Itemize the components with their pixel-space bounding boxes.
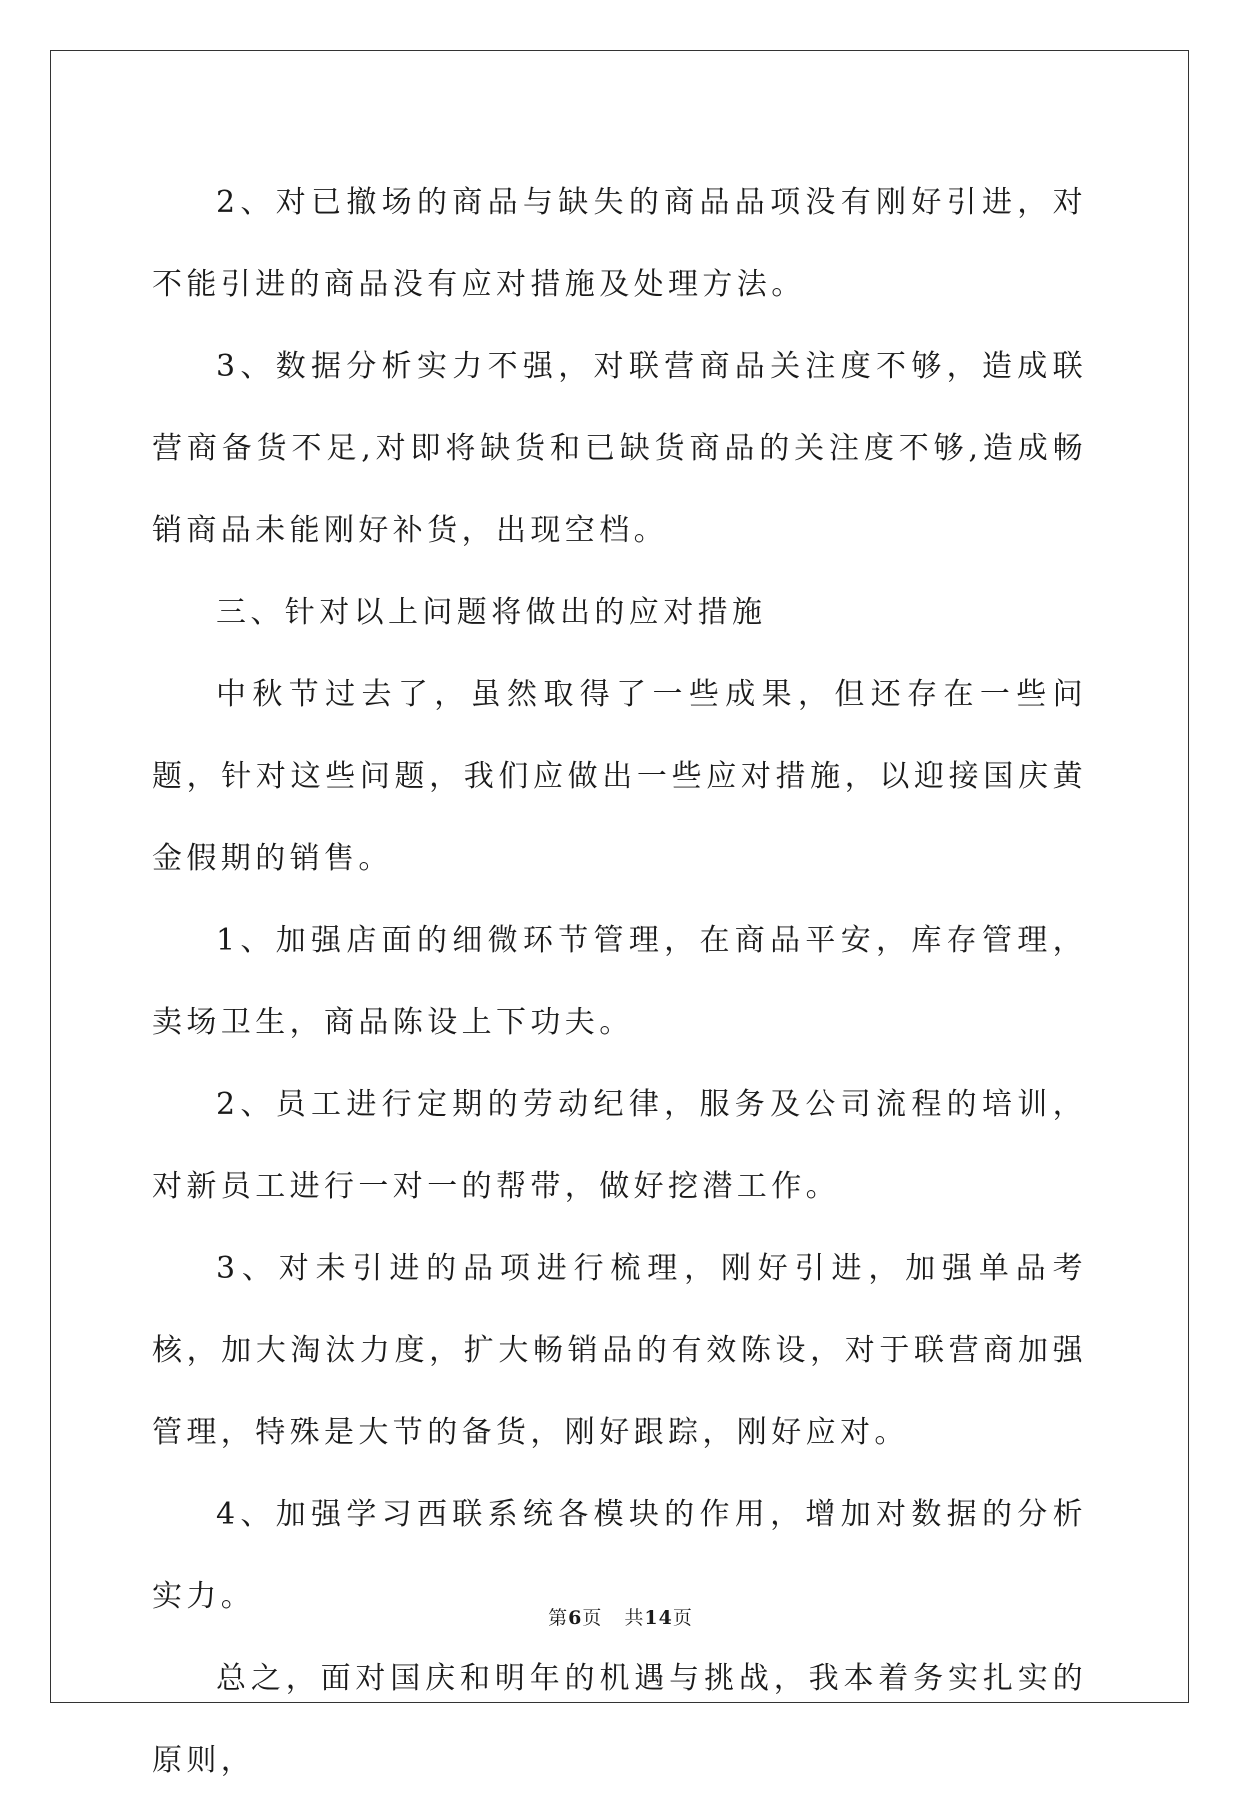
page-prefix: 第 xyxy=(548,1607,569,1629)
paragraph: 2、对已撤场的商品与缺失的商品品项没有刚好引进，对不能引进的商品没有应对措施及处理方法。 xyxy=(152,185,1087,302)
page-footer xyxy=(0,1603,1241,1630)
page-number: 6 xyxy=(568,1607,583,1629)
paragraph: 1、加强店面的细微环节管理，在商品平安，库存管理，卖场卫生，商品陈设上下功夫。 xyxy=(152,923,1087,1040)
page-suffix: 页 xyxy=(582,1607,603,1629)
document-body xyxy=(152,162,1087,1802)
paragraph: 4、加强学习西联系统各模块的作用，增加对数据的分析实力。 xyxy=(152,1497,1087,1614)
paragraph: 中秋节过去了，虽然取得了一些成果，但还存在一些问题，针对这些问题，我们应做出一些应对措施，以迎接国庆黄金假期的销售。 xyxy=(152,677,1087,876)
total-prefix: 共 xyxy=(624,1607,645,1629)
paragraph: 3、对未引进的品项进行梳理，刚好引进，加强单品考核，加大淘汰力度，扩大畅销品的有效陈设，对于联营商加强管理，特殊是大节的备货，刚好跟踪，刚好应对。 xyxy=(152,1251,1087,1450)
section-heading: 三、针对以上问题将做出的应对措施 xyxy=(216,595,767,630)
paragraph: 总之，面对国庆和明年的机遇与挑战，我本着务实扎实的原则， xyxy=(152,1661,1087,1778)
paragraph: 3、数据分析实力不强，对联营商品关注度不够，造成联营商备货不足,对即将缺货和已缺货商品的关注度不够,造成畅销商品未能刚好补货，出现空档。 xyxy=(152,349,1087,548)
total-pages: 14 xyxy=(644,1607,673,1629)
total-suffix: 页 xyxy=(672,1607,693,1629)
paragraph: 2、员工进行定期的劳动纪律，服务及公司流程的培训，对新员工进行一对一的帮带，做好挖潜工作。 xyxy=(152,1087,1087,1204)
